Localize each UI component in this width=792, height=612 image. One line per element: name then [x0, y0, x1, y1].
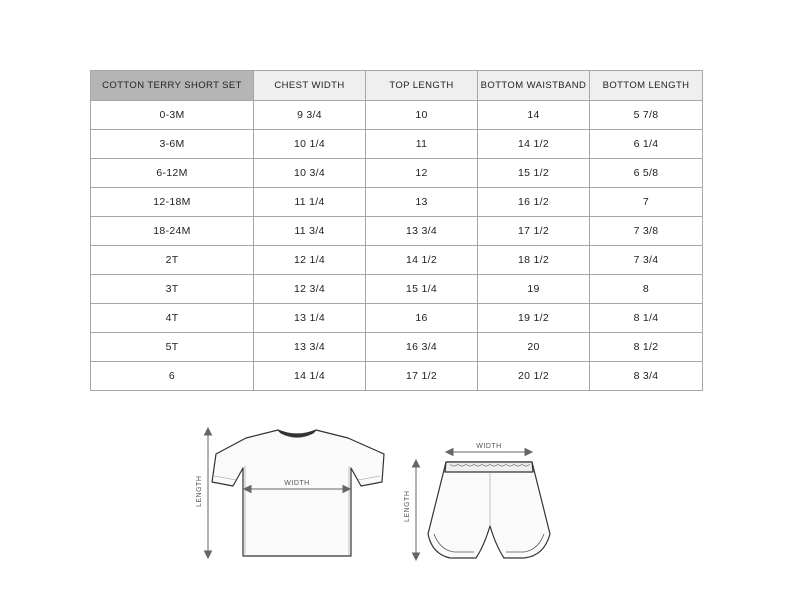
measurement-cell: 8 — [590, 275, 703, 304]
size-cell: 6-12M — [91, 159, 254, 188]
size-cell: 3-6M — [91, 130, 254, 159]
size-cell: 18-24M — [91, 217, 254, 246]
table-row — [91, 246, 703, 275]
measurement-cell: 5 7/8 — [590, 101, 703, 130]
measurement-cell: 6 1/4 — [590, 130, 703, 159]
shorts-width-label: WIDTH — [476, 443, 502, 450]
size-cell: 0-3M — [91, 101, 254, 130]
header-cell: BOTTOM WAISTBAND — [478, 71, 590, 101]
header-cell: TOP LENGTH — [366, 71, 478, 101]
table-row — [91, 217, 703, 246]
header-cell: COTTON TERRY SHORT SET — [91, 71, 254, 101]
measurement-cell: 14 — [478, 101, 590, 130]
size-cell: 5T — [91, 333, 254, 362]
measurement-cell: 13 1/4 — [254, 304, 366, 333]
shorts-garment-diagram — [404, 438, 584, 568]
table-row — [91, 304, 703, 333]
measurement-cell: 6 5/8 — [590, 159, 703, 188]
size-cell: 12-18M — [91, 188, 254, 217]
measurement-cell: 17 1/2 — [366, 362, 478, 391]
measurement-cell: 16 3/4 — [366, 333, 478, 362]
table-row — [91, 362, 703, 391]
measurement-cell: 16 — [366, 304, 478, 333]
measurement-cell: 10 1/4 — [254, 130, 366, 159]
measurement-cell: 14 1/2 — [366, 246, 478, 275]
measurement-cell: 19 — [478, 275, 590, 304]
table-row — [91, 188, 703, 217]
measurement-cell: 11 — [366, 130, 478, 159]
table-body — [91, 101, 703, 391]
header-cell: CHEST WIDTH — [254, 71, 366, 101]
table-row — [91, 159, 703, 188]
measurement-cell: 12 — [366, 159, 478, 188]
size-cell: 6 — [91, 362, 254, 391]
measurement-cell: 7 3/4 — [590, 246, 703, 275]
table-row — [91, 130, 703, 159]
table-row — [91, 333, 703, 362]
measurement-cell: 10 3/4 — [254, 159, 366, 188]
measurement-cell: 18 1/2 — [478, 246, 590, 275]
measurement-cell: 17 1/2 — [478, 217, 590, 246]
top-length-arrow — [205, 428, 212, 558]
shorts-length-arrow — [413, 460, 420, 560]
shorts-outline-icon — [428, 462, 550, 558]
top-width-label: WIDTH — [284, 480, 310, 487]
shorts-length-label: LENGTH — [404, 490, 411, 522]
measurement-cell: 20 — [478, 333, 590, 362]
top-length-label: LENGTH — [196, 475, 203, 507]
measurement-cell: 15 1/4 — [366, 275, 478, 304]
table-row — [91, 101, 703, 130]
measurement-cell: 7 — [590, 188, 703, 217]
measurement-cell: 8 1/2 — [590, 333, 703, 362]
header-cell: BOTTOM LENGTH — [590, 71, 703, 101]
measurement-cell: 15 1/2 — [478, 159, 590, 188]
measurement-cell: 16 1/2 — [478, 188, 590, 217]
measurement-cell: 8 3/4 — [590, 362, 703, 391]
measurement-cell: 11 1/4 — [254, 188, 366, 217]
header-row — [91, 71, 703, 101]
size-chart-table — [90, 70, 703, 391]
measurement-cell: 9 3/4 — [254, 101, 366, 130]
measurement-cell: 7 3/8 — [590, 217, 703, 246]
tshirt-outline-icon — [212, 430, 384, 556]
measurement-cell: 14 1/4 — [254, 362, 366, 391]
measurement-cell: 20 1/2 — [478, 362, 590, 391]
measurement-cell: 13 3/4 — [254, 333, 366, 362]
measurement-cell: 13 3/4 — [366, 217, 478, 246]
measurement-cell: 8 1/4 — [590, 304, 703, 333]
measurement-cell: 14 1/2 — [478, 130, 590, 159]
top-garment-diagram — [196, 422, 392, 562]
size-cell: 2T — [91, 246, 254, 275]
measurement-cell: 12 1/4 — [254, 246, 366, 275]
measurement-cell: 10 — [366, 101, 478, 130]
size-cell: 4T — [91, 304, 254, 333]
measurement-cell: 19 1/2 — [478, 304, 590, 333]
table-row — [91, 275, 703, 304]
size-cell: 3T — [91, 275, 254, 304]
measurement-cell: 11 3/4 — [254, 217, 366, 246]
measurement-cell: 12 3/4 — [254, 275, 366, 304]
measurement-cell: 13 — [366, 188, 478, 217]
